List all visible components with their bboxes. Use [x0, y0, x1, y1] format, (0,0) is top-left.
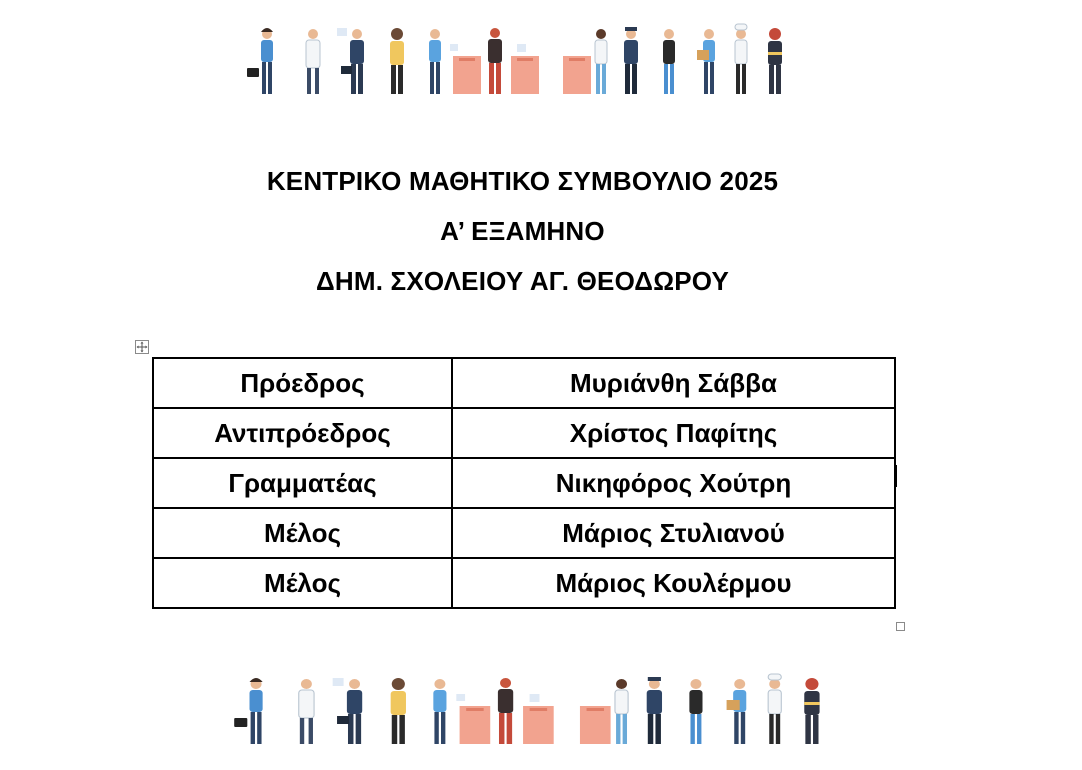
- table-row: [153, 508, 895, 558]
- voters-banner-top-image: [245, 22, 797, 100]
- school-name: ΔΗΜ. ΣΧΟΛΕΙΟΥ ΑΓ. ΘΕΟΔΩΡΟΥ: [315, 266, 730, 296]
- name-cell[interactable]: Μυριάνθη Σάββα: [452, 358, 895, 408]
- text-cursor: [896, 465, 897, 487]
- council-members-table: [152, 357, 896, 609]
- voters-banner-bottom-image: [232, 672, 836, 750]
- role-cell[interactable]: Μέλος: [153, 508, 452, 558]
- role-cell[interactable]: Πρόεδρος: [153, 358, 452, 408]
- voters-illustration-top: [245, 22, 797, 100]
- role-cell[interactable]: Μέλος: [153, 558, 452, 608]
- table-move-handle-icon[interactable]: [135, 340, 149, 354]
- table-row: [153, 408, 895, 458]
- name-cell[interactable]: Μάριος Στυλιανού: [452, 508, 895, 558]
- semester-label: Α’ ΕΞΑΜΗΝΟ: [440, 216, 605, 246]
- name-cell[interactable]: Μάριος Κουλέρμου: [452, 558, 895, 608]
- table-row: [153, 558, 895, 608]
- voters-illustration-bottom: [232, 672, 836, 750]
- name-cell[interactable]: Χρίστος Παφίτης: [452, 408, 895, 458]
- table-row: [153, 458, 895, 508]
- table-row: [153, 358, 895, 408]
- name-cell[interactable]: Νικηφόρος Χούτρη: [452, 458, 895, 508]
- role-cell[interactable]: Γραμματέας: [153, 458, 452, 508]
- table-resize-handle[interactable]: [896, 622, 905, 631]
- council-title: ΚΕΝΤΡΙΚΟ ΜΑΘΗΤΙΚΟ ΣΥΜΒΟΥΛΙΟ 2025: [266, 166, 779, 196]
- role-cell[interactable]: Αντιπρόεδρος: [153, 408, 452, 458]
